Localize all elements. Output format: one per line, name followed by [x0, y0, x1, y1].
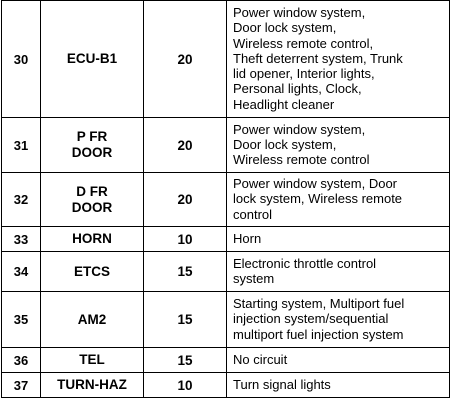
- fuse-number: 35: [2, 292, 41, 348]
- fuse-circuit: [227, 173, 450, 227]
- circuit-line: Headlight cleaner: [233, 96, 335, 112]
- circuit-line: Personal lights, Clock,: [233, 81, 362, 97]
- fuse-name-line: D FR: [76, 183, 108, 199]
- fuse-number: 34: [2, 252, 41, 292]
- fuse-number: 33: [2, 227, 41, 252]
- fuse-name: [41, 173, 144, 227]
- fuse-name-line: TEL: [79, 352, 105, 367]
- fuse-name-line: ETCS: [73, 263, 110, 279]
- fuse-circuit: [227, 373, 450, 398]
- table-row: [2, 348, 450, 373]
- circuit-line: injection system/sequential: [233, 311, 389, 327]
- fuse-amperage: 10: [144, 227, 227, 252]
- fuse-circuit: [227, 292, 450, 348]
- circuit-line: Door lock system,: [233, 20, 337, 36]
- fuse-amperage: 15: [144, 348, 227, 373]
- circuit-line: Power window system, Door: [233, 176, 397, 192]
- fuse-circuit: [227, 227, 450, 252]
- circuit-line: Wireless remote control: [233, 152, 370, 168]
- table-row: [2, 173, 450, 227]
- fuse-name-line: DOOR: [71, 145, 113, 160]
- fuse-amperage: 20: [144, 1, 227, 118]
- fuse-name: [41, 292, 144, 348]
- table-row: [2, 252, 450, 292]
- fuse-name: [41, 118, 144, 173]
- circuit-line: Power window system,: [233, 4, 366, 20]
- circuit-line: lock system, Wireless remote: [233, 191, 403, 207]
- fuse-number: 37: [2, 373, 41, 398]
- fuse-name: [41, 348, 144, 373]
- fuse-name: [41, 373, 144, 398]
- circuit-line: Wireless remote control,: [233, 35, 374, 51]
- fuse-name-line: HORN: [72, 231, 112, 246]
- fuse-amperage: 10: [144, 373, 227, 398]
- fuse-circuit: [227, 1, 450, 118]
- table-row: [2, 292, 450, 348]
- circuit-line: No circuit: [233, 351, 288, 367]
- circuit-line: multiport fuel injection system: [233, 326, 404, 342]
- fuse-name: [41, 252, 144, 292]
- circuit-line: Electronic throttle control: [233, 255, 377, 271]
- fuse-table: [1, 0, 450, 398]
- fuse-circuit: [227, 118, 450, 173]
- fuse-name-line: P FR: [76, 129, 108, 144]
- fuse-name: [41, 227, 144, 252]
- circuit-line: Horn: [233, 230, 262, 246]
- table-row: [2, 1, 450, 118]
- fuse-number: 32: [2, 173, 41, 227]
- circuit-line: control: [233, 206, 273, 222]
- table-row: [2, 118, 450, 173]
- fuse-circuit: [227, 252, 450, 292]
- circuit-line: lid opener, Interior lights,: [233, 66, 375, 82]
- fuse-amperage: 15: [144, 252, 227, 292]
- circuit-line: Starting system, Multiport fuel: [233, 296, 405, 312]
- table-row: [2, 227, 450, 252]
- fuse-name-line: DOOR: [71, 199, 113, 215]
- circuit-line: system: [233, 271, 275, 286]
- circuit-line: Power window system,: [233, 121, 366, 137]
- circuit-line: Door lock system,: [233, 136, 337, 152]
- fuse-number: 30: [2, 1, 41, 118]
- fuse-number: 36: [2, 348, 41, 373]
- fuse-name-line: TURN-HAZ: [57, 377, 127, 392]
- fuse-name-line: AM2: [77, 311, 107, 327]
- fuse-amperage: 20: [144, 118, 227, 173]
- fuse-number: 31: [2, 118, 41, 173]
- table-row: [2, 373, 450, 398]
- circuit-line: Turn signal lights: [233, 376, 331, 392]
- circuit-line: Theft deterrent system, Trunk: [233, 50, 403, 66]
- fuse-amperage: 15: [144, 292, 227, 348]
- fuse-amperage: 20: [144, 173, 227, 227]
- fuse-name-line: ECU-B1: [66, 51, 118, 66]
- fuse-circuit: [227, 348, 450, 373]
- fuse-name: [41, 1, 144, 118]
